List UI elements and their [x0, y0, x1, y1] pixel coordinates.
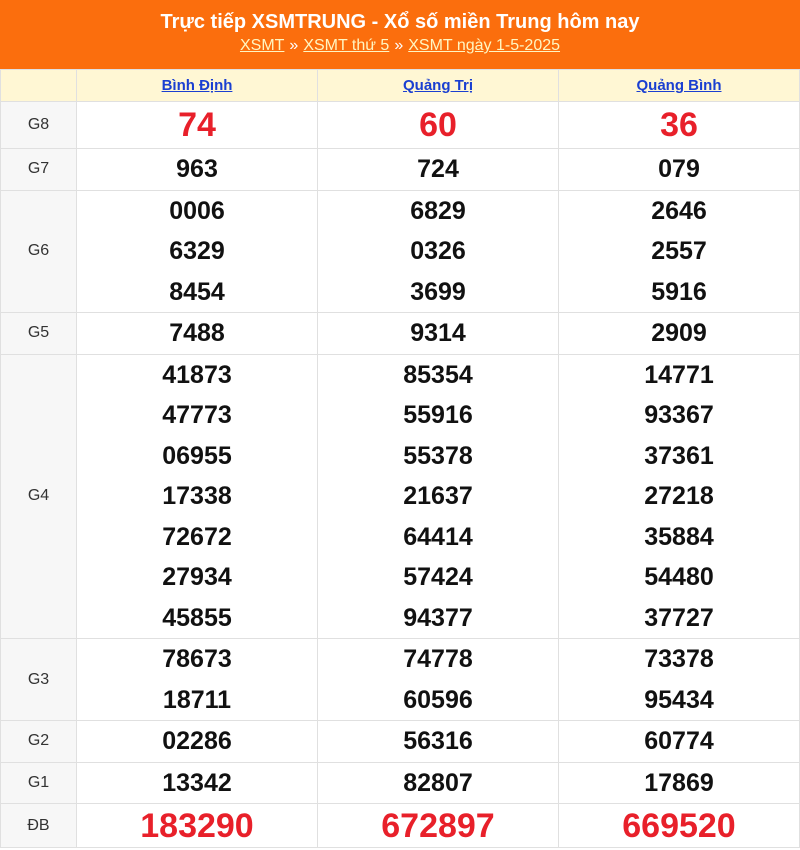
prize-number: 74: [178, 106, 216, 144]
prize-number: 7488: [169, 319, 225, 347]
prize-number: 724: [417, 155, 459, 183]
prize-number: 36: [660, 106, 698, 144]
prize-number: 3699: [410, 277, 466, 306]
prize-number: 2557: [651, 237, 707, 265]
prize-label: G1: [1, 762, 77, 804]
prize-row-g2: [1, 721, 800, 763]
prize-number: 82807: [403, 768, 473, 797]
special-prize-number: 669520: [622, 806, 736, 845]
prize-number: 35884: [644, 522, 714, 551]
prize-number: 45855: [162, 603, 232, 632]
prize-label: G7: [1, 149, 77, 191]
prize-cell: [318, 804, 559, 848]
prize-cell: [559, 639, 800, 721]
province-header: [559, 70, 800, 102]
prize-number: 5916: [651, 277, 707, 306]
prize-cell: [77, 190, 318, 313]
prize-number: 37727: [644, 603, 714, 632]
prize-cell: [559, 804, 800, 848]
prize-cell: [318, 313, 559, 355]
prize-cell: [318, 762, 559, 804]
prize-number: 963: [176, 155, 218, 183]
prize-label: G5: [1, 313, 77, 355]
prize-number: 0326: [410, 237, 466, 265]
prize-label: ĐB: [1, 804, 77, 848]
prize-number: 93367: [644, 401, 714, 429]
prize-cell: [559, 354, 800, 639]
prize-cell: [318, 354, 559, 639]
prize-number: 37361: [644, 441, 714, 470]
prize-number: 06955: [162, 441, 232, 470]
prize-cell: [318, 190, 559, 313]
prize-number: 72672: [162, 522, 232, 551]
prize-cell: [77, 102, 318, 149]
prize-cell: [77, 804, 318, 848]
prize-number: 18711: [162, 685, 232, 714]
prize-number: 41873: [162, 360, 232, 389]
prize-number: 54480: [644, 563, 714, 591]
lottery-results-table: [0, 69, 800, 848]
prize-number: 73378: [644, 645, 714, 673]
prize-cell: [77, 149, 318, 191]
prize-cell: [559, 102, 800, 149]
prize-number: 47773: [162, 401, 232, 429]
page-title: Trực tiếp XSMTRUNG - Xổ số miền Trung hôm nay: [160, 11, 640, 33]
prize-cell: [77, 639, 318, 721]
results-header: [0, 0, 800, 69]
prize-cell: [318, 639, 559, 721]
prize-number: 2646: [651, 196, 707, 225]
prize-cell: [77, 762, 318, 804]
prize-number: 17338: [162, 482, 232, 510]
breadcrumb-xsmt-date-link[interactable]: XSMT ngày 1-5-2025: [408, 37, 561, 54]
prize-number: 56316: [403, 727, 473, 755]
province-header-row: [1, 70, 800, 102]
province-link-quang-binh[interactable]: Quảng Bình: [636, 77, 722, 94]
prize-cell: [559, 762, 800, 804]
prize-number: 02286: [162, 727, 232, 755]
prize-row-g4: [1, 354, 800, 639]
prize-number: 21637: [403, 482, 473, 510]
breadcrumb-separator: »: [394, 37, 404, 54]
breadcrumb: [0, 35, 800, 57]
prize-number: 6829: [410, 196, 466, 225]
special-prize-number: 672897: [381, 806, 495, 845]
prize-column-header: [1, 70, 77, 102]
prize-label: G8: [1, 102, 77, 149]
prize-number: 60: [419, 106, 457, 144]
prize-label: G6: [1, 190, 77, 313]
prize-cell: [318, 149, 559, 191]
prize-number: 27934: [162, 563, 232, 591]
prize-label: G2: [1, 721, 77, 763]
prize-number: 64414: [403, 522, 473, 551]
breadcrumb-xsmt-link[interactable]: XSMT: [239, 37, 285, 54]
prize-number: 74778: [403, 645, 473, 673]
prize-number: 27218: [644, 482, 714, 510]
prize-number: 6329: [169, 237, 225, 265]
prize-cell: [318, 102, 559, 149]
prize-row-g3: [1, 639, 800, 721]
prize-cell: [77, 721, 318, 763]
prize-number: 8454: [169, 277, 225, 306]
prize-number: 60774: [644, 727, 714, 755]
prize-number: 60596: [403, 685, 473, 714]
prize-label: G4: [1, 354, 77, 639]
breadcrumb-separator: »: [289, 37, 299, 54]
prize-cell: [559, 721, 800, 763]
prize-number: 55916: [403, 401, 473, 429]
province-header: [77, 70, 318, 102]
prize-cell: [559, 149, 800, 191]
prize-row-special: [1, 804, 800, 848]
prize-row-g7: [1, 149, 800, 191]
province-header: [318, 70, 559, 102]
prize-number: 17869: [644, 768, 714, 797]
prize-number: 13342: [162, 768, 232, 797]
prize-cell: [77, 354, 318, 639]
prize-cell: [559, 313, 800, 355]
prize-row-g6: [1, 190, 800, 313]
prize-number: 94377: [403, 603, 473, 632]
prize-number: 85354: [403, 360, 473, 389]
breadcrumb-xsmt-thu5-link[interactable]: XSMT thứ 5: [303, 37, 390, 54]
province-link-binh-dinh[interactable]: Bình Định: [161, 77, 233, 94]
prize-cell: [318, 721, 559, 763]
prize-number: 9314: [410, 319, 466, 347]
prize-label: G3: [1, 639, 77, 721]
prize-number: 78673: [162, 645, 232, 673]
special-prize-number: 183290: [140, 806, 254, 845]
prize-row-g5: [1, 313, 800, 355]
prize-row-g1: [1, 762, 800, 804]
prize-number: 57424: [403, 563, 473, 591]
prize-number: 14771: [644, 360, 714, 389]
prize-number: 2909: [651, 319, 707, 347]
prize-cell: [77, 313, 318, 355]
prize-cell: [559, 190, 800, 313]
prize-number: 0006: [169, 196, 225, 225]
prize-number: 95434: [644, 685, 714, 714]
prize-row-g8: [1, 102, 800, 149]
prize-number: 55378: [403, 441, 473, 470]
province-link-quang-tri[interactable]: Quảng Trị: [402, 77, 473, 94]
prize-number: 079: [658, 155, 700, 183]
